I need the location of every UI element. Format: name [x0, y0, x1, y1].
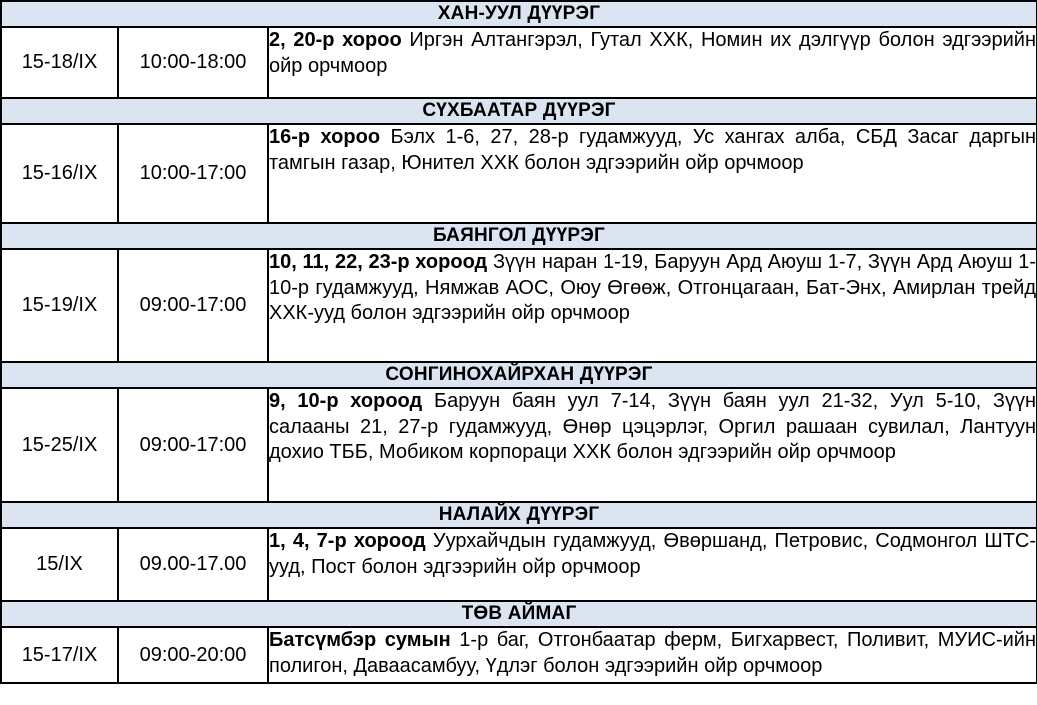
committee-label: 2, 20-р хороо: [269, 29, 402, 51]
location-cell: [268, 27, 1037, 98]
district-header-row: [1, 601, 1037, 627]
location-description: Зүүн наран 1-19, Баруун Ард Аюуш 1-7, Зүүн Ард Аюуш 1-10-р гудамжууд, Нямжав АОС, Оюу Өгөөж, Отгонцагаан, Бат-Энх, Амирлан трейд ХХК-ууд болон эдгээрийн ойр орчмоор: [269, 251, 1037, 324]
schedule-row: [1, 388, 1037, 502]
schedule-row: [1, 627, 1037, 683]
committee-label: 10, 11, 22, 23-р хороод: [269, 251, 488, 273]
date-cell: 15-16/IX: [1, 124, 118, 223]
committee-label: 16-р хороо: [269, 126, 381, 148]
location-cell: [268, 528, 1037, 601]
location-cell: [268, 249, 1037, 362]
location-description: Бэлх 1-6, 27, 28-р гудамжууд, Ус хангах алба, СБД Засаг даргын тамгын газар, Юнител ХХК болон эдгээрийн ойр орчмоор: [269, 126, 1037, 174]
date-cell: 15-19/IX: [1, 249, 118, 362]
district-header-row: [1, 98, 1037, 124]
district-header-row: [1, 362, 1037, 388]
time-cell: 09:00-17:00: [118, 388, 268, 502]
time-cell: 09.00-17.00: [118, 528, 268, 601]
district-header-row: [1, 223, 1037, 249]
committee-label: 9, 10-р хороод: [269, 390, 423, 412]
schedule-row: [1, 249, 1037, 362]
district-name: СҮХБААТАР ДҮҮРЭГ: [1, 98, 1037, 124]
district-name: СОНГИНОХАЙРХАН ДҮҮРЭГ: [1, 362, 1037, 388]
schedule-row: [1, 124, 1037, 223]
location-description: Уурхайчдын гудамжууд, Өвөршанд, Петровис, Содмонгол ШТС-ууд, Пост болон эдгээрийн ойр орчмоор: [269, 530, 1037, 578]
time-cell: 09:00-20:00: [118, 627, 268, 683]
date-cell: 15-17/IX: [1, 627, 118, 683]
committee-label: Батсүмбэр сумын: [269, 629, 451, 651]
time-cell: 09:00-17:00: [118, 249, 268, 362]
district-header-row: [1, 502, 1037, 528]
location-description: 1-р баг, Отгонбаатар ферм, Бигхарвест, Поливит, МУИС-ийн полигон, Даваасамбуу, Үдлэг болон эдгээрийн ойр орчмоор: [269, 629, 1037, 677]
location-cell: [268, 627, 1037, 683]
location-cell: [268, 388, 1037, 502]
schedule-row: [1, 528, 1037, 601]
district-name: БАЯНГОЛ ДҮҮРЭГ: [1, 223, 1037, 249]
location-cell: [268, 124, 1037, 223]
location-description: Баруун баян уул 7-14, Зүүн баян уул 21-32, Уул 5-10, Зүүн салааны 21, 27-р гудамжууд, Өнөр цэцэрлэг, Оргил рашаан сувилал, Лантуун дохио ТББ, Мобиком корпораци ХХК болон эдгээрийн ойр орчмоор: [269, 390, 1037, 463]
date-cell: 15-18/IX: [1, 27, 118, 98]
date-cell: 15-25/IX: [1, 388, 118, 502]
district-name: ТӨВ АЙМАГ: [1, 601, 1037, 627]
district-name: ХАН-УУЛ ДҮҮРЭГ: [1, 1, 1037, 27]
date-cell: 15/IX: [1, 528, 118, 601]
time-cell: 10:00-17:00: [118, 124, 268, 223]
district-name: НАЛАЙХ ДҮҮРЭГ: [1, 502, 1037, 528]
time-cell: 10:00-18:00: [118, 27, 268, 98]
committee-label: 1, 4, 7-р хороод: [269, 530, 426, 552]
location-description: Иргэн Алтангэрэл, Гутал ХХК, Номин их дэлгүүр болон эдгээрийн ойр орчмоор: [269, 29, 1037, 77]
schedule-row: [1, 27, 1037, 98]
district-header-row: [1, 1, 1037, 27]
